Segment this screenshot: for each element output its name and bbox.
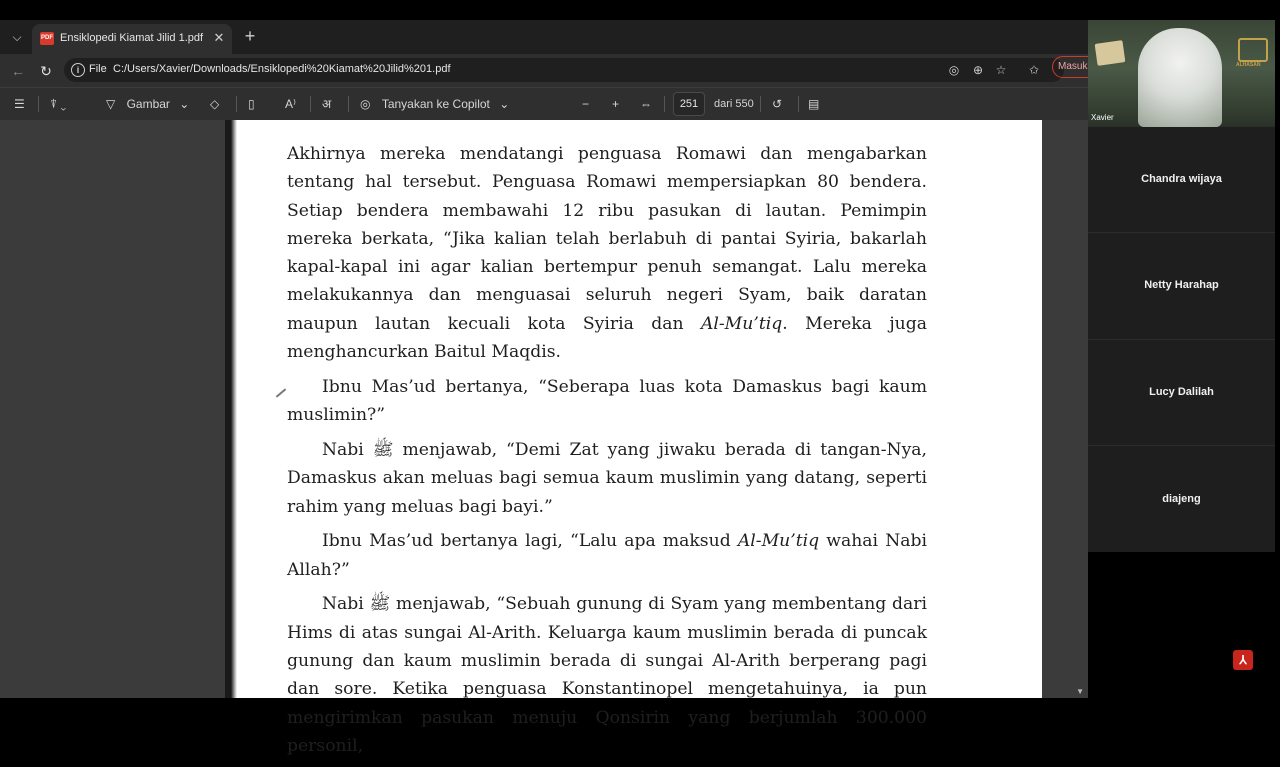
pdf-toolbar <box>0 87 1088 120</box>
divider <box>310 96 311 112</box>
italic-term: Al-Mu’tiq <box>700 313 783 334</box>
text-segment: wahai Nabi Allah?” <box>287 531 927 580</box>
participant-video-blur <box>1138 28 1222 127</box>
url-scheme: File <box>89 63 107 75</box>
paragraph <box>287 527 927 584</box>
participant-tile[interactable] <box>1088 340 1275 446</box>
page-view-icon[interactable]: ▤ <box>808 97 820 111</box>
tab-list-chevron-icon[interactable]: ⌵ <box>12 30 22 44</box>
favorites-bar-icon[interactable]: ✩ <box>1028 63 1040 77</box>
participant-name: Netty Harahap <box>1144 279 1219 291</box>
draw-button[interactable] <box>106 94 189 114</box>
participant-tile[interactable] <box>1088 446 1275 552</box>
italic-term: Al-Mu’tiq <box>737 531 820 552</box>
divider <box>664 96 665 112</box>
page-scan-edge <box>225 120 237 698</box>
text-segment: Nabi ﷺ menjawab, “Demi Zat yang jiwaku berada di tangan-Nya, Damaskus akan meluas bagi semua kaum muslimin yang datang, seperti rahim yang meluas bagi bayi.” <box>287 439 927 517</box>
close-icon[interactable]: ✕ <box>213 30 225 45</box>
zoom-icon[interactable]: ⊕ <box>972 63 984 77</box>
info-icon[interactable]: i <box>71 63 85 77</box>
zoom-out-icon[interactable]: − <box>582 97 590 111</box>
eraser-icon[interactable]: ◇ <box>210 97 220 111</box>
divider <box>798 96 799 112</box>
browser-window <box>0 20 1088 756</box>
url-text[interactable]: C:/Users/Xavier/Downloads/Ensiklopedi%20Kiamat%20Jilid%201.pdf <box>113 63 451 75</box>
video-call-panel <box>1088 20 1275 552</box>
back-arrow-icon[interactable]: ← <box>11 63 25 79</box>
translate-icon[interactable]: अ <box>322 97 332 111</box>
draw-pen-icon: ▽ <box>106 97 116 111</box>
copilot-icon: ◎ <box>360 97 371 111</box>
divider <box>760 96 761 112</box>
profile-sign-in-button[interactable]: Masuk <box>1052 56 1092 78</box>
paragraph <box>287 140 927 366</box>
text-segment: Nabi ﷺ menjawab, “Sebuah gunung di Syam yang membentang dari Hims di atas sungai Al-Arith. Keluarga kaum muslimin berada di puncak gunung dan kaum muslimin berada di sungai Al-Arith berperang pagi dan sore. Ketika penguasa Konstantinopel mengetahuinya, ia pun mengirimkan pasukan menuju Qonsirin yang berjumlah 300.000 personil, <box>287 594 927 756</box>
pdf-file-icon: PDF <box>40 32 54 45</box>
text-segment: . Mereka juga menghancurkan Baitul Maqdis. <box>287 313 927 363</box>
participant-name: Chandra wijaya <box>1141 173 1222 185</box>
logo-text: ALHASAN <box>1236 62 1261 68</box>
divider <box>38 96 39 112</box>
page-number-input[interactable]: 251 <box>673 92 705 116</box>
copilot-icon[interactable]: ◎ <box>948 63 960 77</box>
favorite-star-icon[interactable]: ☆ <box>995 63 1007 77</box>
tab-bar <box>0 20 1088 54</box>
participant-name: Lucy Dalilah <box>1149 386 1214 398</box>
participant-name: Xavier <box>1091 113 1114 122</box>
acrobat-pdf-icon[interactable]: ⅄ <box>1233 650 1253 670</box>
pen-cursor-icon <box>276 388 286 397</box>
pdf-page[interactable] <box>225 120 1042 756</box>
divider <box>348 96 349 112</box>
chevron-down-icon: ⌄ <box>499 97 510 111</box>
scroll-decoration <box>1095 40 1126 66</box>
text-segment: Akhirnya mereka mendatangi penguasa Romawi dan mengabarkan tentang hal tersebut. Penguasa Romawi mempersiapkan 80 bendera. Setiap bendera membawahi 12 ribu pasukan di lautan. Pemimpin mereka berkata, “Jika kalian telah berlabuh di pantai Syiria, bakarlah kapal-kapal ini agar kalian bertempur penuh semangat. Lalu mereka melakukannya dan menguasai seluruh negeri Syam, baik daratan maupun lautan kecuali kota Syiria dan <box>287 144 927 334</box>
paragraph <box>287 590 927 760</box>
paragraph <box>287 373 927 430</box>
divider <box>236 96 237 112</box>
draw-label: Gambar <box>126 97 170 111</box>
zoom-in-icon[interactable]: + <box>612 97 620 111</box>
copilot-button[interactable] <box>360 94 509 114</box>
new-tab-button[interactable]: + <box>244 26 256 46</box>
copilot-label: Tanyakan ke Copilot <box>381 97 490 111</box>
reload-icon[interactable]: ↻ <box>40 63 52 79</box>
pdf-viewer[interactable] <box>0 120 1088 756</box>
highlight-pen-icon[interactable]: ⍒ ⌄ <box>50 97 67 111</box>
text-segment: Ibnu Mas’ud bertanya lagi, “Lalu apa maksud <box>322 531 738 552</box>
participant-video-tile[interactable] <box>1088 20 1275 127</box>
tab-pdf[interactable] <box>32 24 232 54</box>
tab-title: Ensiklopedi Kiamat Jilid 1.pdf <box>60 32 204 44</box>
chevron-down-icon: ⌄ <box>179 97 190 111</box>
add-text-icon[interactable]: ▯ <box>248 97 255 111</box>
text-segment: Ibnu Mas’ud bertanya, “Seberapa luas kota Damaskus bagi kaum muslimin?” <box>287 376 927 426</box>
participant-name: diajeng <box>1162 493 1201 505</box>
read-aloud-icon[interactable]: A⁾ <box>285 97 296 111</box>
fit-width-icon[interactable]: ⇔ <box>640 97 652 111</box>
paragraph <box>287 436 927 521</box>
page-text <box>287 140 927 767</box>
mosque-logo-icon <box>1238 38 1268 62</box>
contents-list-icon[interactable]: ☰ <box>14 97 25 111</box>
participant-tile[interactable] <box>1088 233 1275 340</box>
participant-tile[interactable] <box>1088 127 1275 233</box>
page-total: dari 550 <box>714 98 754 110</box>
address-bar <box>0 54 1088 87</box>
url-omnibox[interactable] <box>64 58 1064 82</box>
scroll-down-arrow-icon[interactable]: ▼ <box>1076 687 1084 696</box>
rotate-icon[interactable]: ↺ <box>772 97 783 111</box>
